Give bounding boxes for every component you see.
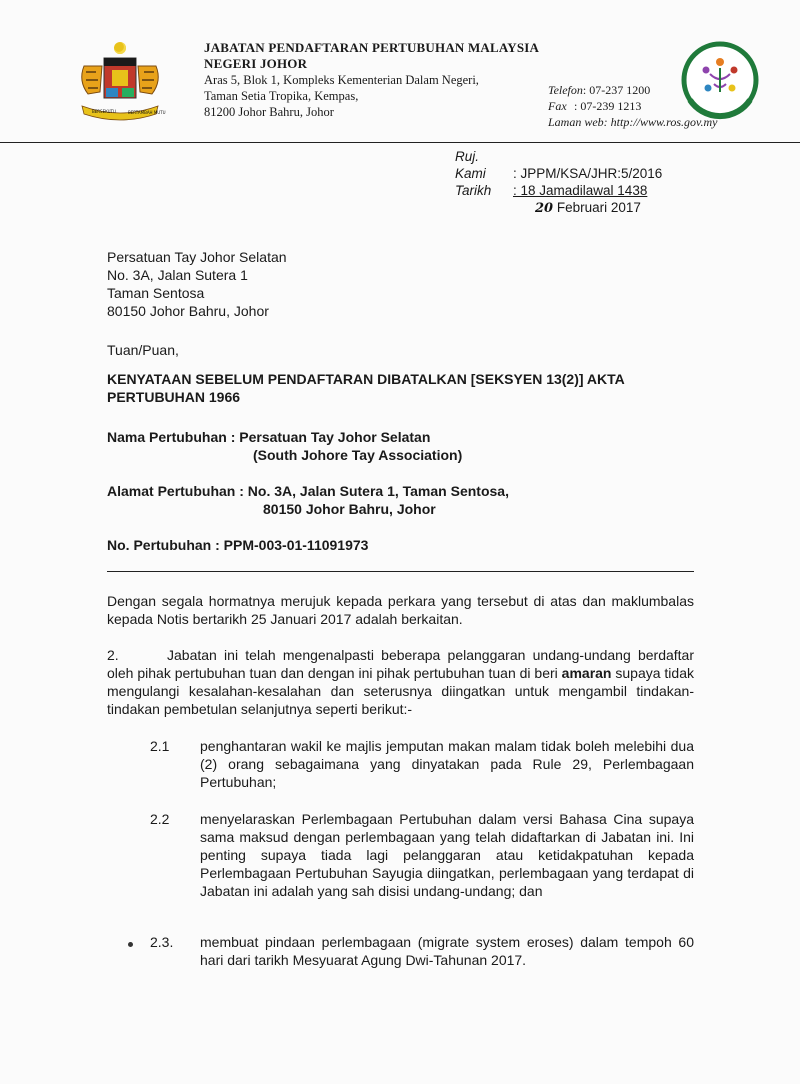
- subject-line2: PERTUBUHAN 1966: [107, 389, 241, 405]
- letterhead-block: [204, 40, 539, 120]
- handwritten-day: 20: [535, 201, 554, 216]
- recipient-line: No. 3A, Jalan Sutera 1: [107, 267, 248, 283]
- paragraph-1: Dengan segala hormatnya merujuk kepada perkara yang tersebut di atas dan maklumbalas kepada Notis bertarikh 25 Januari 2017 adalah berkaitan.: [107, 593, 694, 627]
- list-item-text: membuat pindaan perlembagaan (migrate system eroses) dalam tempoh 60 hari dari tarikh Mesyuarat Agung Dwi-Tahunan 2017.: [200, 934, 694, 968]
- no-value: PPM-003-01-11091973: [223, 537, 369, 553]
- list-item-text: menyelaraskan Perlembagaan Pertubuhan dalam versi Bahasa Cina supaya sama maksud dengan perlembagaan yang telah didaftarkan di Jabatan ini. Ini penting supaya tiada lagi pelanggaran atau ketidakpatuhan kepada Perlembagaan Pertubuhan Sayugia diingatkan, perlembagaan yang terdapat di Jabatan ini adalah yang sah disisi undang-undang; dan: [200, 811, 694, 899]
- recipient-line: Taman Sentosa: [107, 285, 205, 301]
- tarikh-masihi: Februari 2017: [553, 200, 641, 215]
- recipient-line: 80150 Johor Bahru, Johor: [107, 303, 269, 319]
- paragraph-2-text-a: Jabatan ini telah mengenalpasti beberapa pelanggaran undang-undang berdaftar oleh pihak pertubuhan tuan dan dengan ini pihak pertubuhan tuan di beri: [107, 647, 694, 681]
- recipient-line: Persatuan Tay Johor Selatan: [107, 249, 287, 265]
- nama-value-english: (South Johore Tay Association): [253, 447, 463, 463]
- nama-value: Persatuan Tay Johor Selatan: [239, 429, 431, 445]
- subject-heading: [107, 370, 707, 406]
- alamat-value: No. 3A, Jalan Sutera 1, Taman Sentosa,: [247, 483, 509, 499]
- list-item-number: 2.2: [150, 811, 170, 827]
- telefon-value: : 07-237 1200: [582, 83, 651, 97]
- crest-ribbon-left: BERSEKUTU: [92, 109, 116, 114]
- tarikh-hijri: : 18 Jamadilawal 1438: [513, 183, 648, 198]
- nama-label: Nama Pertubuhan :: [107, 429, 240, 445]
- no-pertubuhan: [107, 536, 368, 554]
- paragraph-2-bold: amaran: [561, 665, 612, 681]
- subject-line1: KENYATAAN SEBELUM PENDAFTARAN DIBATALKAN [SEKSYEN 13(2)] AKTA: [107, 371, 625, 387]
- nama-pertubuhan: [107, 428, 462, 464]
- list-item-number: 2.1: [150, 738, 170, 754]
- ruj-value: : JPPM/KSA/JHR:5/2016: [513, 166, 663, 181]
- paragraph-2-text-b: supaya tidak mengulangi kesalahan-kesalahan dan seterusnya diingatkan untuk mengambil tindakan-tindakan pembetulan selanjutnya seperti berikut:-: [107, 665, 694, 717]
- alamat-pertubuhan: [107, 482, 509, 518]
- ink-dot: [128, 942, 133, 947]
- recipient-address: [107, 248, 287, 320]
- letterhead-divider: [0, 142, 800, 143]
- tarikh-label: Tarikh: [455, 183, 492, 198]
- salutation: Tuan/Puan,: [107, 342, 179, 358]
- ros-logo-icon: [680, 40, 760, 120]
- list-item-text: penghantaran wakil ke majlis jemputan makan malam tidak boleh melebihi dua (2) orang sebagaimana yang dinyatakan pada Rule 29, Perlembagaan Pertubuhan;: [200, 738, 694, 790]
- org-address-line2: Taman Setia Tropika, Kempas,: [204, 89, 359, 103]
- alamat-label: Alamat Pertubuhan :: [107, 483, 248, 499]
- web-label: Laman web: [548, 115, 604, 129]
- ruj-label: Ruj. Kami: [455, 149, 486, 181]
- paragraph-2-number: 2.: [107, 647, 119, 663]
- no-label: No. Pertubuhan :: [107, 537, 224, 553]
- list-item-number: 2.3.: [150, 934, 174, 950]
- paragraph-2: [107, 646, 694, 718]
- reference-block: [455, 148, 662, 217]
- org-name-line2: NEGERI JOHOR: [204, 56, 308, 71]
- org-name-line1: JABATAN PENDAFTARAN PERTUBUHAN MALAYSIA: [204, 40, 540, 55]
- malaysia-coat-of-arms-icon: [70, 36, 170, 126]
- web-link[interactable]: : http://www.ros.gov.my: [603, 115, 718, 129]
- telefon-label: Telefon: [548, 83, 583, 97]
- crest-ribbon-right: BERTAMBAH MUTU: [128, 110, 166, 115]
- subject-divider: [107, 571, 694, 572]
- org-address-line3: 81200 Johor Bahru, Johor: [204, 105, 334, 119]
- fax-label: Fax: [548, 99, 567, 113]
- org-address-line1: Aras 5, Blok 1, Kompleks Kementerian Dalam Negeri,: [204, 73, 479, 87]
- alamat-value-line2: 80150 Johor Bahru, Johor: [263, 501, 436, 517]
- fax-value: : 07-239 1213: [574, 99, 642, 113]
